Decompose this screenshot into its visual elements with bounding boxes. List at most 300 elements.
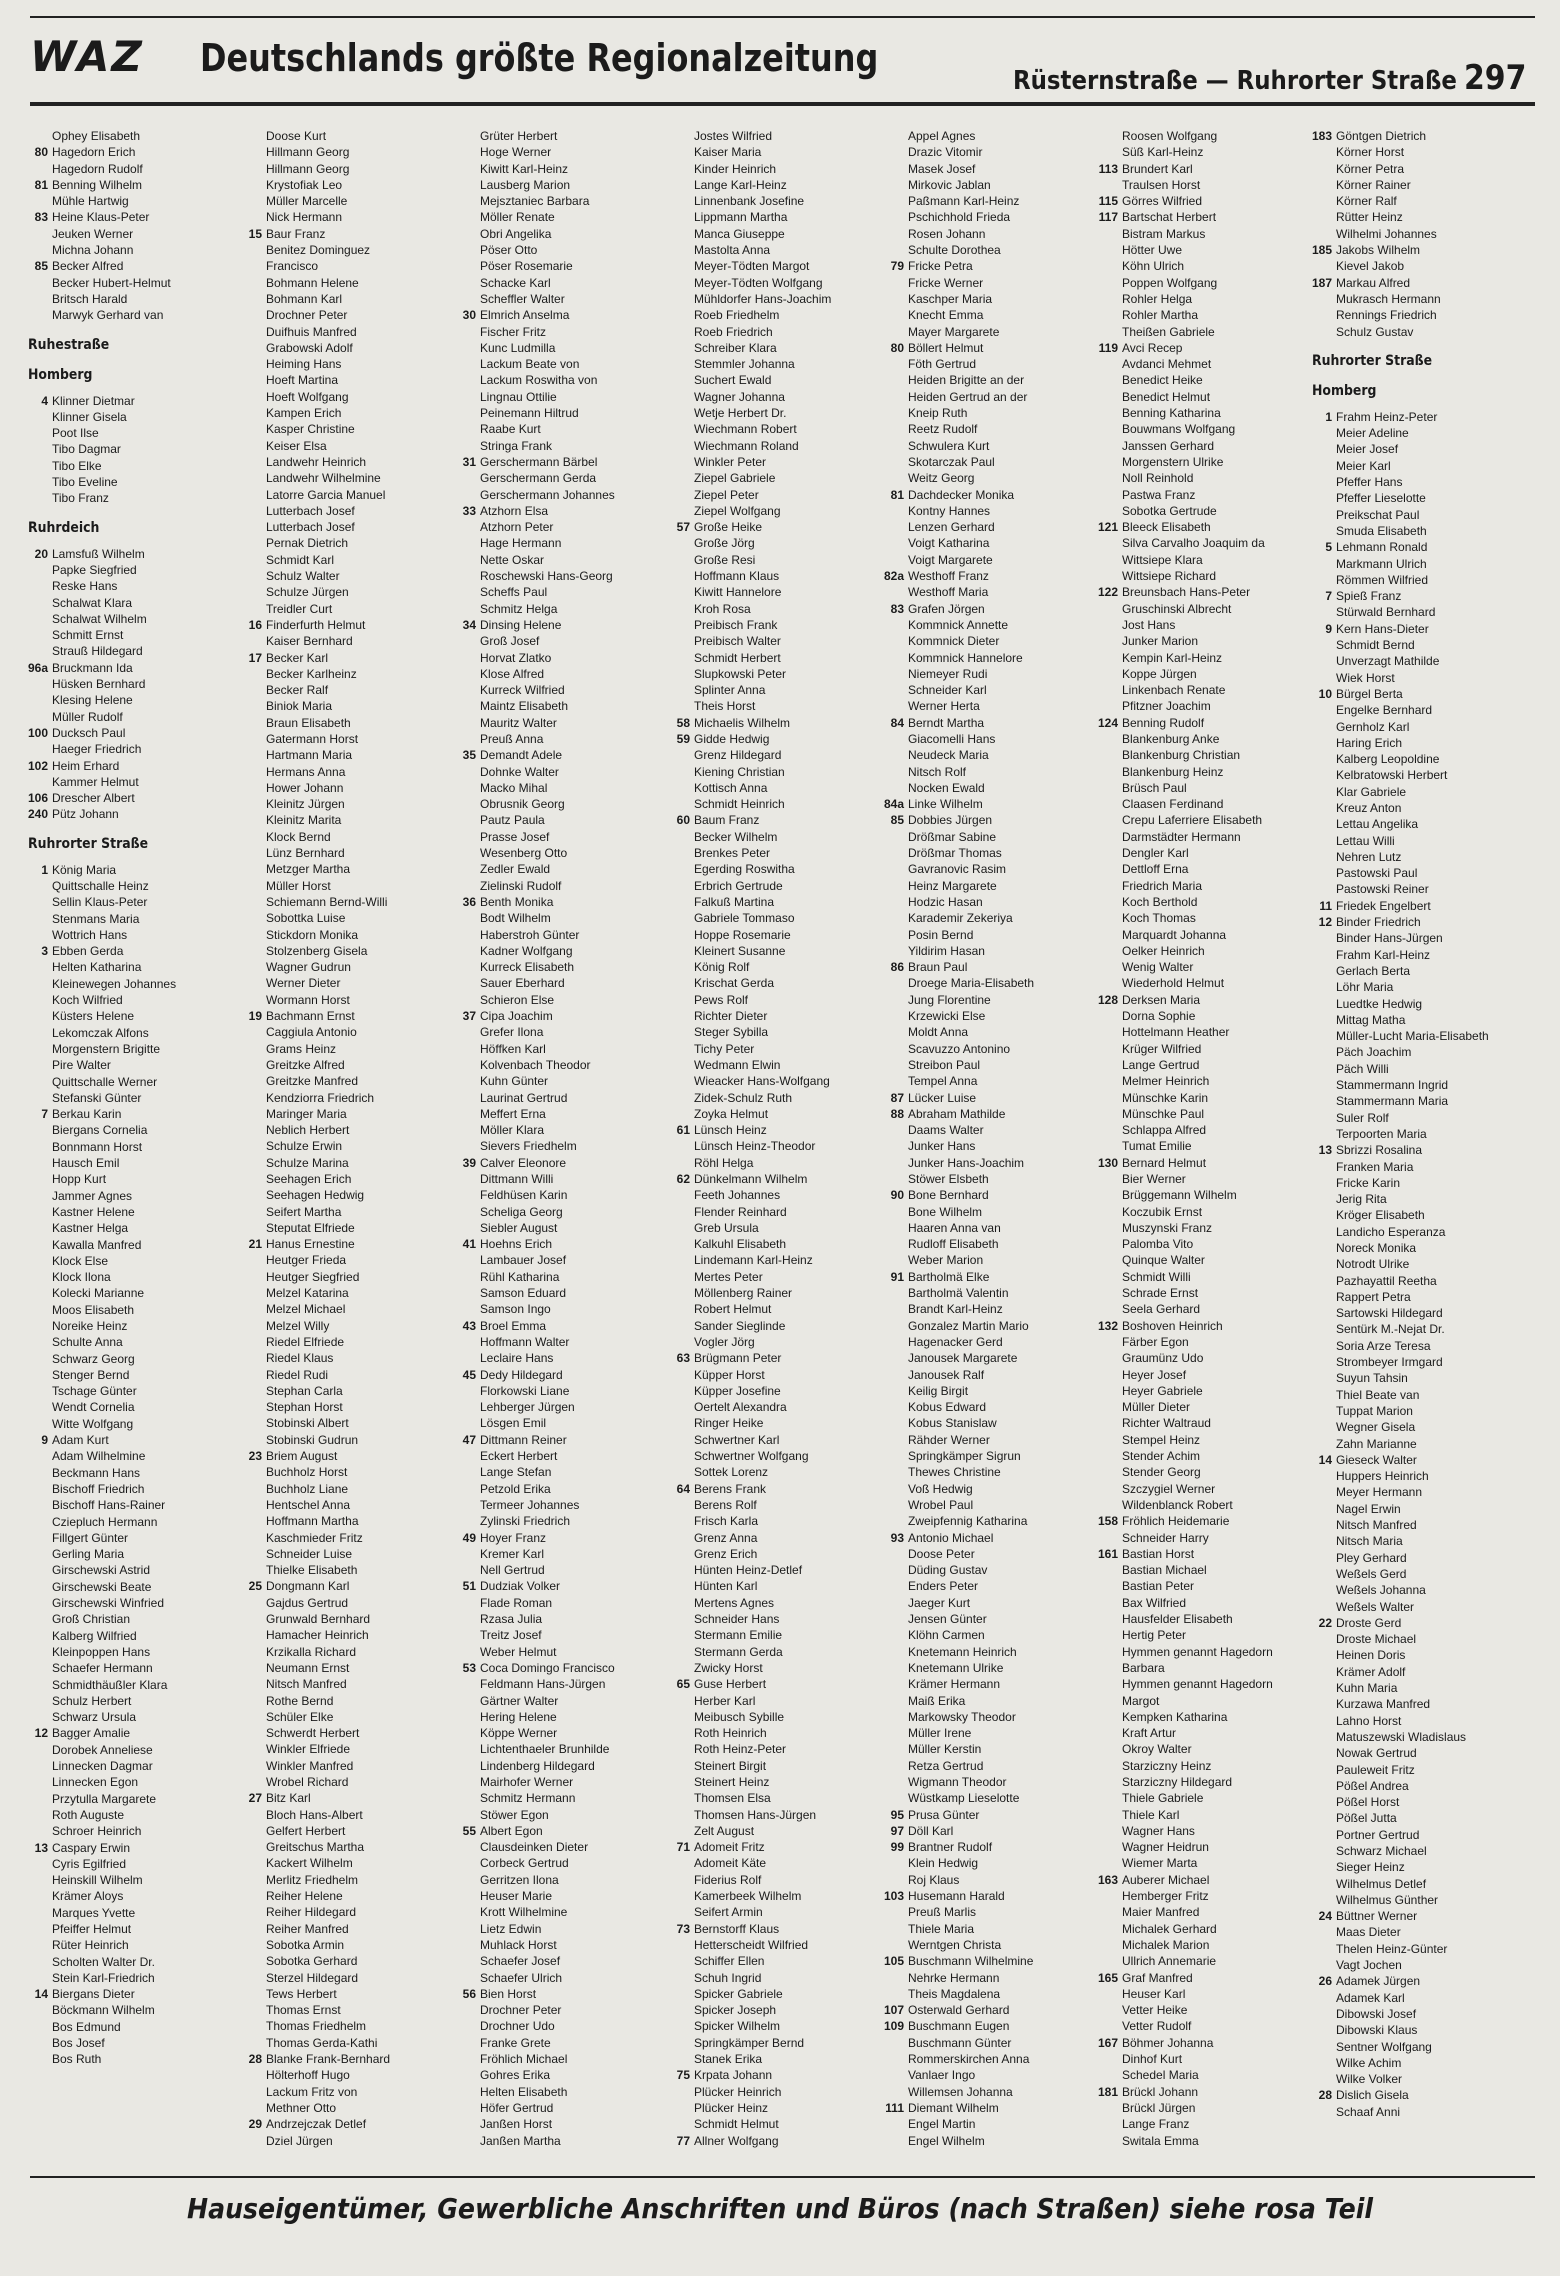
directory-entry xyxy=(28,1823,242,1839)
house-number: 12 xyxy=(34,1726,48,1741)
house-number xyxy=(1098,1301,1122,1317)
house-number xyxy=(456,193,480,209)
house-number xyxy=(28,409,52,425)
house-number: 82a xyxy=(884,569,905,584)
house-number: 122 xyxy=(1098,585,1119,600)
resident-name: Küpper Horst xyxy=(694,1367,765,1382)
resident-name: Girschewski Winfried xyxy=(52,1596,165,1611)
directory-entry xyxy=(1312,849,1526,865)
resident-name: Clausdeinken Dieter xyxy=(480,1840,589,1855)
resident-name: Bitz Karl xyxy=(266,1791,311,1806)
directory-entry xyxy=(884,421,1098,437)
resident-name: Werner Dieter xyxy=(266,976,341,991)
resident-name: Stempel Heinz xyxy=(1122,1432,1201,1447)
house-number xyxy=(456,764,480,780)
directory-entry xyxy=(670,1970,884,1986)
resident-name: Portner Gertrud xyxy=(1336,1827,1420,1842)
resident-name: Gohres Erika xyxy=(480,2068,551,2083)
house-number: 36 xyxy=(462,894,476,909)
house-number xyxy=(456,780,480,796)
directory-entry xyxy=(242,1236,456,1252)
directory-entry xyxy=(884,1530,1098,1546)
directory-entry xyxy=(1098,2100,1312,2116)
directory-entry xyxy=(456,1986,670,2002)
resident-name: Bastian Horst xyxy=(1122,1546,1195,1561)
directory-entry xyxy=(242,1953,456,1969)
directory-entry xyxy=(884,1807,1098,1823)
directory-entry xyxy=(1312,800,1526,816)
resident-name: Blanke Frank-Bernhard xyxy=(266,2052,391,2067)
house-number xyxy=(670,177,694,193)
house-number xyxy=(242,1823,266,1839)
house-number xyxy=(242,1644,266,1660)
resident-name: Schmidt Helmut xyxy=(694,2117,779,2132)
house-number xyxy=(456,372,480,388)
house-number xyxy=(28,774,52,790)
resident-name: Becker Karlheinz xyxy=(266,666,357,681)
house-number xyxy=(1312,1892,1336,1908)
resident-name: Sentner Wolfgang xyxy=(1336,2039,1432,2054)
directory-entry xyxy=(670,992,884,1008)
directory-entry xyxy=(1098,177,1312,193)
resident-name: Nehren Lutz xyxy=(1336,849,1402,864)
house-number: 109 xyxy=(884,2019,905,2034)
resident-name: Bonnmann Horst xyxy=(52,1139,143,1154)
resident-name: Riedel Elfriede xyxy=(266,1334,345,1349)
directory-entry xyxy=(28,862,242,878)
directory-entry xyxy=(242,1138,456,1154)
house-number xyxy=(242,1937,266,1953)
directory-entry xyxy=(1098,1741,1312,1757)
directory-entry xyxy=(28,1090,242,1106)
directory-entry xyxy=(456,470,670,486)
resident-name: Krämer Hermann xyxy=(908,1677,1001,1692)
house-number xyxy=(1312,849,1336,865)
house-number xyxy=(242,1432,266,1448)
directory-entry xyxy=(456,1285,670,1301)
resident-name: Avdanci Mehmet xyxy=(1122,357,1212,372)
house-number xyxy=(28,976,52,992)
house-number xyxy=(884,1660,908,1676)
house-number xyxy=(670,1106,694,1122)
resident-name: Mayer Margarete xyxy=(908,324,1000,339)
house-number xyxy=(670,2100,694,2116)
directory-entry xyxy=(1098,764,1312,780)
directory-entry xyxy=(670,1839,884,1855)
directory-entry xyxy=(242,1090,456,1106)
resident-name: Yildirim Hasan xyxy=(908,943,985,958)
house-number xyxy=(1098,1220,1122,1236)
house-number xyxy=(28,741,52,757)
house-number xyxy=(884,975,908,991)
directory-entry xyxy=(1098,1823,1312,1839)
resident-name: Schalwat Wilhelm xyxy=(52,611,147,626)
house-number xyxy=(1098,650,1122,666)
directory-entry xyxy=(242,161,456,177)
directory-entry xyxy=(670,617,884,633)
house-number: 11 xyxy=(1319,898,1332,913)
resident-name: Stephan Horst xyxy=(266,1400,343,1415)
directory-entry xyxy=(1098,1122,1312,1138)
directory-entry xyxy=(456,1578,670,1594)
house-number xyxy=(884,1383,908,1399)
resident-name: Zwicky Horst xyxy=(694,1660,763,1675)
house-number xyxy=(28,911,52,927)
house-number xyxy=(884,1611,908,1627)
house-number xyxy=(1312,816,1336,832)
house-number xyxy=(670,1709,694,1725)
house-number xyxy=(242,666,266,682)
directory-entry xyxy=(1312,653,1526,669)
directory-entry xyxy=(1098,552,1312,568)
house-number xyxy=(670,1399,694,1415)
house-number xyxy=(884,764,908,780)
resident-name: Sievers Friedhelm xyxy=(480,1139,577,1154)
house-number xyxy=(242,601,266,617)
resident-name: Hagedorn Rudolf xyxy=(52,161,143,176)
resident-name: Sellin Klaus-Peter xyxy=(52,895,148,910)
resident-name: Müller Dieter xyxy=(1122,1400,1191,1415)
resident-name: Fröhlich Michael xyxy=(480,2052,568,2067)
directory-entry xyxy=(884,177,1098,193)
resident-name: Lenzen Gerhard xyxy=(908,520,995,535)
house-number xyxy=(28,1579,52,1595)
house-number xyxy=(670,1236,694,1252)
directory-entry xyxy=(242,1415,456,1431)
resident-name: Pfitzner Joachim xyxy=(1122,699,1211,714)
house-number xyxy=(884,307,908,323)
house-number xyxy=(456,829,480,845)
resident-name: Caggiula Antonio xyxy=(266,1025,357,1040)
directory-entry xyxy=(884,1448,1098,1464)
directory-entry xyxy=(1312,1028,1526,1044)
house-number xyxy=(1312,1680,1336,1696)
directory-entry xyxy=(1098,2067,1312,2083)
resident-name: Kommnick Annette xyxy=(908,617,1009,632)
directory-entry xyxy=(1098,927,1312,943)
house-number xyxy=(1098,2018,1122,2034)
resident-name: Buschmann Wilhelmine xyxy=(908,1954,1034,1969)
resident-name: Graf Manfred xyxy=(1122,1970,1193,1985)
directory-entry xyxy=(1098,796,1312,812)
directory-entry xyxy=(1312,1191,1526,1207)
resident-name: Tschage Günter xyxy=(52,1384,137,1399)
house-number xyxy=(242,1187,266,1203)
directory-entry xyxy=(884,1399,1098,1415)
directory-entry xyxy=(242,666,456,682)
house-number: 1 xyxy=(41,862,48,877)
directory-entry xyxy=(456,1057,670,1073)
directory-entry xyxy=(670,975,884,991)
directory-entry xyxy=(242,389,456,405)
house-number xyxy=(670,144,694,160)
directory-entry xyxy=(1312,1892,1526,1908)
directory-entry xyxy=(670,812,884,828)
resident-name: Paßmann Karl-Heinz xyxy=(908,194,1020,209)
resident-name: Janssen Gerhard xyxy=(1122,438,1215,453)
directory-entry xyxy=(1312,637,1526,653)
house-number xyxy=(1312,1273,1336,1289)
directory-entry xyxy=(884,747,1098,763)
resident-name: Witte Wolfgang xyxy=(52,1416,134,1431)
directory-entry xyxy=(884,324,1098,340)
house-number xyxy=(456,1301,480,1317)
house-number: 113 xyxy=(1098,161,1118,176)
directory-entry xyxy=(242,177,456,193)
house-number: 83 xyxy=(34,210,48,225)
house-number xyxy=(1098,1204,1122,1220)
resident-name: Eckert Herbert xyxy=(480,1449,558,1464)
resident-name: Thewes Christine xyxy=(908,1465,1001,1480)
resident-name: Poppen Wolfgang xyxy=(1122,275,1218,290)
directory-entry xyxy=(28,959,242,975)
resident-name: Kalberg Leopoldine xyxy=(1336,752,1440,767)
directory-entry xyxy=(670,894,884,910)
house-number: 13 xyxy=(34,1840,48,1855)
resident-name: Schmidt Willi xyxy=(1122,1269,1191,1284)
directory-entry xyxy=(1098,1855,1312,1871)
directory-entry xyxy=(456,1090,670,1106)
directory-entry xyxy=(456,519,670,535)
resident-name: Darmstädter Hermann xyxy=(1122,829,1241,844)
directory-entry xyxy=(242,144,456,160)
directory-entry xyxy=(28,1595,242,1611)
house-number xyxy=(1312,258,1336,274)
house-number xyxy=(456,487,480,503)
directory-entry xyxy=(242,2100,456,2116)
house-number xyxy=(242,861,266,877)
resident-name: Appel Agnes xyxy=(908,129,976,143)
directory-entry xyxy=(1312,1224,1526,1240)
resident-name: Derksen Maria xyxy=(1122,992,1201,1007)
resident-name: König Maria xyxy=(52,862,117,877)
resident-name: Schaefer Ulrich xyxy=(480,1970,563,1985)
house-number xyxy=(456,1921,480,1937)
house-number xyxy=(1312,2104,1336,2120)
house-number xyxy=(670,1660,694,1676)
directory-entry xyxy=(1098,992,1312,1008)
house-number xyxy=(242,845,266,861)
resident-name: Gonzalez Martin Mario xyxy=(908,1318,1029,1333)
resident-name: Hoffmann Martha xyxy=(266,1514,359,1529)
resident-name: Huppers Heinrich xyxy=(1336,1469,1429,1484)
resident-name: Lösgen Emil xyxy=(480,1416,547,1431)
directory-entry xyxy=(670,2051,884,2067)
resident-name: Heinskill Wilhelm xyxy=(52,1873,143,1888)
resident-name: Möller Renate xyxy=(480,210,555,225)
directory-entry xyxy=(456,1937,670,1953)
house-number xyxy=(456,1138,480,1154)
directory-entry xyxy=(670,1774,884,1790)
resident-name: Düding Gustav xyxy=(908,1563,988,1578)
house-number xyxy=(456,584,480,600)
resident-name: Wormann Horst xyxy=(266,992,350,1007)
house-number xyxy=(670,1073,694,1089)
house-number xyxy=(456,601,480,617)
directory-entry xyxy=(1098,910,1312,926)
directory-entry xyxy=(1098,1481,1312,1497)
resident-name: Bastian Michael xyxy=(1122,1563,1207,1578)
house-number xyxy=(456,1546,480,1562)
directory-entry xyxy=(1098,959,1312,975)
resident-name: Bohmann Karl xyxy=(266,291,343,306)
resident-name: Mühle Hartwig xyxy=(52,194,129,209)
resident-name: Kurzawa Manfred xyxy=(1336,1697,1431,1712)
directory-entry xyxy=(884,715,1098,731)
directory-entry xyxy=(1312,2071,1526,2087)
directory-entry xyxy=(242,1709,456,1725)
resident-name: Leclaire Hans xyxy=(480,1351,554,1366)
resident-name: Junker Marion xyxy=(1122,634,1199,649)
directory-entry xyxy=(670,1432,884,1448)
directory-entry xyxy=(456,715,670,731)
house-number xyxy=(456,633,480,649)
resident-name: Unverzagt Mathilde xyxy=(1336,654,1440,669)
directory-entry xyxy=(28,578,242,594)
house-number xyxy=(456,1953,480,1969)
house-number xyxy=(242,1855,266,1871)
directory-entry xyxy=(1312,947,1526,963)
directory-entry xyxy=(1098,812,1312,828)
house-number xyxy=(456,2116,480,2132)
directory-entry xyxy=(1312,865,1526,881)
directory-entry xyxy=(1312,128,1526,144)
house-number: 23 xyxy=(248,1449,262,1464)
page-header-right xyxy=(1013,58,1526,98)
house-number xyxy=(242,1301,266,1317)
house-number xyxy=(1098,2002,1122,2018)
house-number xyxy=(1312,1191,1336,1207)
directory-entry xyxy=(242,1888,456,1904)
directory-entry xyxy=(242,568,456,584)
house-number xyxy=(456,1122,480,1138)
house-number xyxy=(1312,1762,1336,1778)
house-number xyxy=(242,1546,266,1562)
directory-entry xyxy=(242,2116,456,2132)
resident-name: Schwarz Ursula xyxy=(52,1710,137,1725)
directory-entry xyxy=(1312,307,1526,323)
directory-entry xyxy=(456,340,670,356)
resident-name: Lingnau Ottilie xyxy=(480,389,557,404)
house-number xyxy=(884,927,908,943)
resident-name: Kraft Artur xyxy=(1122,1726,1177,1741)
house-number xyxy=(1312,177,1336,193)
resident-name: Dittmann Reiner xyxy=(480,1432,567,1447)
house-number: 187 xyxy=(1312,275,1333,290)
directory-entry xyxy=(670,1350,884,1366)
house-number: 88 xyxy=(890,1106,904,1121)
directory-entry xyxy=(1312,242,1526,258)
directory-entry xyxy=(456,1122,670,1138)
house-number xyxy=(670,372,694,388)
resident-name: Atzhorn Elsa xyxy=(480,503,549,518)
house-number xyxy=(1312,2006,1336,2022)
resident-name: Wiek Horst xyxy=(1336,670,1395,685)
directory-entry xyxy=(1098,405,1312,421)
house-number xyxy=(884,1448,908,1464)
resident-name: Reetz Rudolf xyxy=(908,422,978,437)
house-number xyxy=(1312,1061,1336,1077)
resident-name: Färber Egon xyxy=(1122,1334,1189,1349)
house-number xyxy=(28,2035,52,2051)
directory-entry xyxy=(456,829,670,845)
directory-entry xyxy=(1098,1725,1312,1741)
directory-entry xyxy=(242,650,456,666)
house-number xyxy=(884,2051,908,2067)
directory-entry xyxy=(456,421,670,437)
house-number xyxy=(456,1693,480,1709)
directory-entry xyxy=(670,1236,884,1252)
resident-name: Terpoorten Maria xyxy=(1336,1126,1427,1141)
resident-name: Heuser Karl xyxy=(1122,1986,1186,2001)
house-number xyxy=(884,682,908,698)
directory-entry xyxy=(28,595,242,611)
house-number xyxy=(1098,633,1122,649)
directory-entry xyxy=(884,209,1098,225)
directory-entry xyxy=(456,438,670,454)
resident-name: Neumann Ernst xyxy=(266,1660,350,1675)
directory-entry xyxy=(242,519,456,535)
house-number xyxy=(884,1155,908,1171)
resident-name: Klinner Dietmar xyxy=(52,393,135,408)
house-number xyxy=(1312,1289,1336,1305)
house-number xyxy=(28,1351,52,1367)
resident-name: Reiher Hildegard xyxy=(266,1905,357,1920)
house-number xyxy=(28,1269,52,1285)
directory-entry xyxy=(1098,161,1312,177)
resident-name: Schacke Karl xyxy=(480,275,551,290)
directory-entry xyxy=(456,927,670,943)
directory-column xyxy=(28,128,242,2148)
house-number xyxy=(242,796,266,812)
resident-name: Siebler August xyxy=(480,1220,558,1235)
resident-name: Dobbies Jürgen xyxy=(908,813,993,828)
directory-entry xyxy=(670,650,884,666)
resident-name: Karademir Zekeriya xyxy=(908,911,1013,926)
directory-entry xyxy=(1312,209,1526,225)
house-number xyxy=(28,1677,52,1693)
resident-name: Plücker Heinz xyxy=(694,2100,769,2115)
resident-name: Knecht Emma xyxy=(908,308,984,323)
resident-name: Koczubik Ernst xyxy=(1122,1204,1203,1219)
directory-entry xyxy=(242,1725,456,1741)
resident-name: Koch Wilfried xyxy=(52,993,123,1008)
directory-entry xyxy=(1312,1354,1526,1370)
house-number xyxy=(1098,1644,1122,1660)
resident-name: Rommerskirchen Anna xyxy=(908,2052,1030,2067)
directory-entry xyxy=(1312,1990,1526,2006)
resident-name: Lehberger Jürgen xyxy=(480,1400,575,1415)
resident-name: Papke Siegfried xyxy=(52,562,137,577)
directory-entry xyxy=(1312,1175,1526,1191)
directory-entry xyxy=(884,291,1098,307)
house-number: 117 xyxy=(1098,210,1118,225)
directory-entry xyxy=(242,927,456,943)
resident-name: Wagner Gudrun xyxy=(266,960,351,975)
directory-entry xyxy=(670,1530,884,1546)
directory-entry xyxy=(884,1693,1098,1709)
directory-entry xyxy=(242,1970,456,1986)
resident-name: Dettloff Erna xyxy=(1122,862,1189,877)
directory-entry xyxy=(670,747,884,763)
house-number xyxy=(1098,1855,1122,1871)
directory-entry xyxy=(1098,2116,1312,2132)
directory-entry xyxy=(28,209,242,225)
house-number xyxy=(242,1024,266,1040)
house-number: 79 xyxy=(890,259,904,274)
resident-name: Nehrke Hermann xyxy=(908,1970,1000,1985)
house-number xyxy=(1098,845,1122,861)
